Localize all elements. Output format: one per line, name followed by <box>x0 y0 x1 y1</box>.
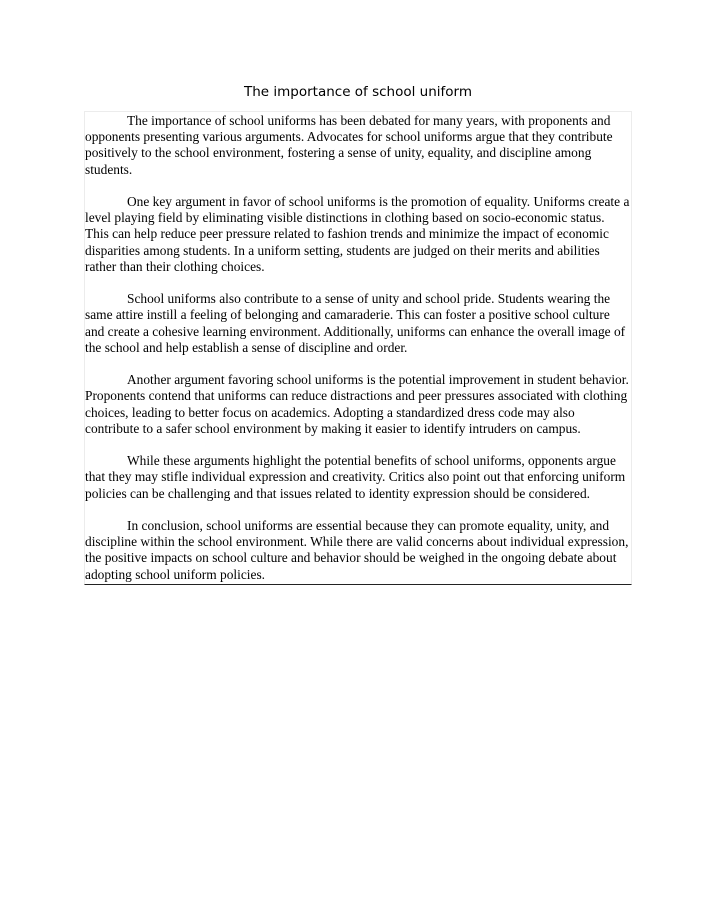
document-body <box>84 111 632 585</box>
paragraph-equality: One key argument in favor of school uniforms is the promotion of equality. Uniforms create a level playing field by eliminating visible distinctions in clothing based on socio-economic status. This can help reduce peer pressure related to fashion trends and minimize the impact of economic disparities among students. In a uniform setting, students are judged on their merits and abilities rather than their clothing choices. <box>85 194 630 274</box>
paragraph-counterarguments: While these arguments highlight the potential benefits of school uniforms, opponents argue that they may stifle individual expression and creativity. Critics also point out that enforcing uniform policies can be challenging and that issues related to identity expression should be considered. <box>85 453 626 501</box>
document-title: The importance of school uniform <box>243 84 473 100</box>
paragraph-introduction: The importance of school uniforms has been debated for many years, with proponents and opponents presenting various arguments. Advocates for school uniforms argue that they contribute positively to the school environment, fostering a sense of unity, equality, and discipline among students. <box>85 113 613 177</box>
paragraph-behavior: Another argument favoring school uniforms is the potential improvement in student behavior. Proponents contend that uniforms can reduce distractions and peer pressures associated with clothing choices, leading to better focus on academics. Adopting a standardized dress code may also contribute to a safer school environment by making it easier to identify intruders on campus. <box>85 372 629 436</box>
paragraph-unity: School uniforms also contribute to a sense of unity and school pride. Students wearing the same attire instill a feeling of belonging and camaraderie. This can foster a positive school culture and create a cohesive learning environment. Additionally, uniforms can enhance the overall image of the school and help establish a sense of discipline and order. <box>85 291 626 355</box>
paragraph-conclusion: In conclusion, school uniforms are essential because they can promote equality, unity, and discipline within the school environment. While there are valid concerns about individual expression, the positive impacts on school culture and behavior should be weighed in the ongoing debate about adopting school uniform policies. <box>85 518 629 582</box>
